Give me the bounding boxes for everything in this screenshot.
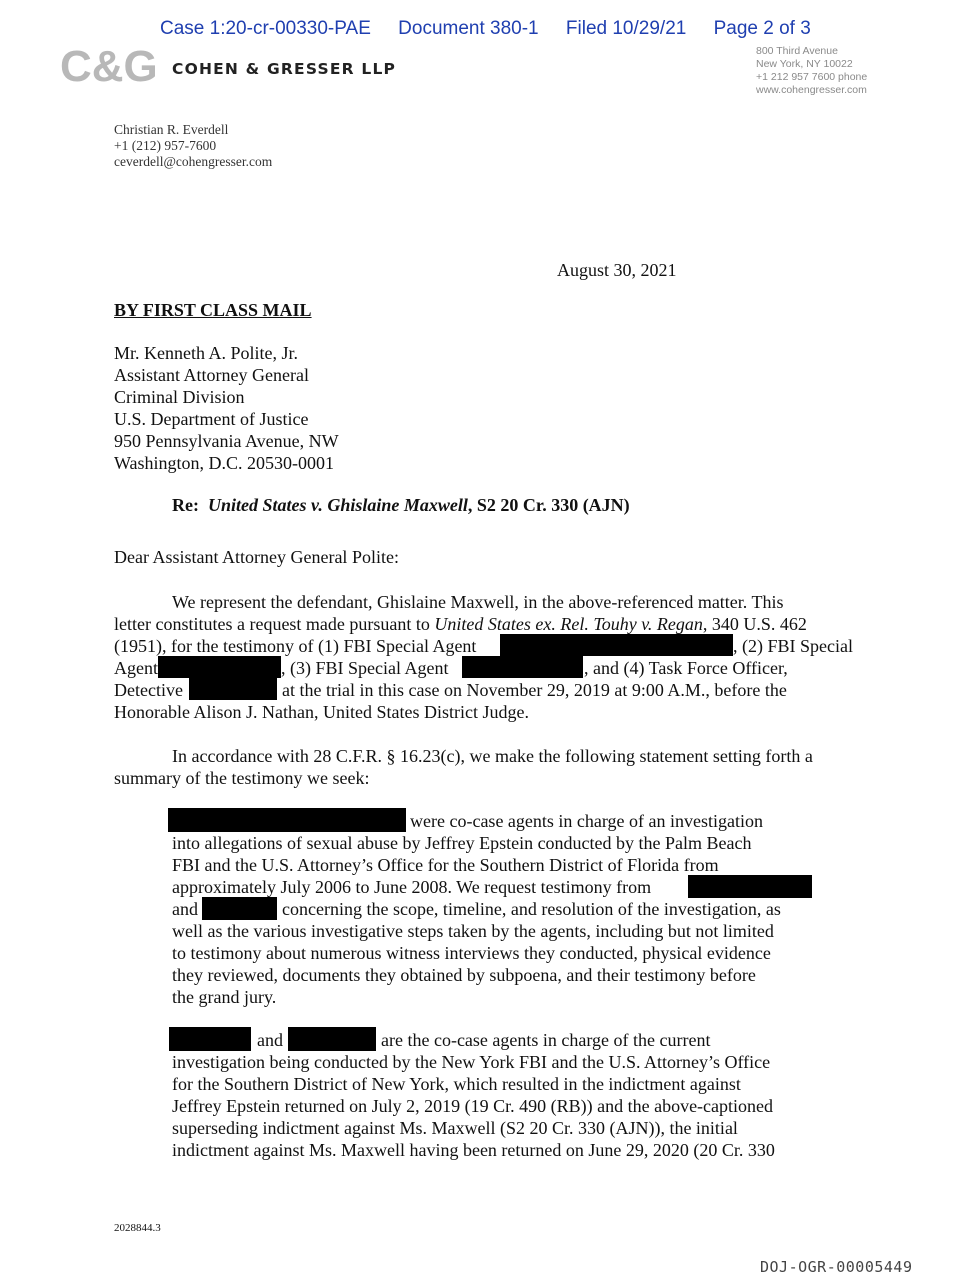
- case-citation: United States ex. Rel. Touhy v. Regan: [434, 614, 703, 634]
- firm-phone: +1 212 957 7600 phone: [756, 71, 868, 83]
- firm-address: [756, 45, 867, 97]
- firm-address-line1: 800 Third Avenue: [756, 45, 838, 57]
- text-line: , (2) FBI Special: [733, 636, 853, 656]
- recipient-line: Washington, D.C. 20530-0001: [114, 453, 335, 473]
- text-line: Agent: [114, 658, 158, 678]
- case-docket: , S2 20 Cr. 330 (AJN): [467, 495, 630, 515]
- text-line: are the co-case agents in charge of the current: [381, 1030, 711, 1050]
- recipient-line: 950 Pennsylvania Avenue, NW: [114, 431, 339, 451]
- text-line: summary of the testimony we seek:: [114, 768, 370, 788]
- text-line: well as the various investigative steps taken by the agents, including but not limited: [172, 921, 774, 941]
- page-number: Page 2 of 3: [713, 18, 811, 39]
- text-line: letter constitutes a request made pursuant to United States ex. Rel. Touhy v. Regan, 340 U.S. 462: [114, 614, 807, 634]
- text-line: FBI and the U.S. Attorney’s Office for the Southern District of Florida from: [172, 855, 719, 875]
- document-id: 2028844.3: [114, 1222, 161, 1234]
- svg-text:C&G: C&G: [60, 42, 158, 91]
- redaction-box: [202, 897, 277, 920]
- text-line: for the Southern District of New York, which resulted in the indictment against: [172, 1074, 741, 1094]
- text-line: into allegations of sexual abuse by Jeffrey Epstein conducted by the Palm Beach: [172, 833, 752, 853]
- text-line: concerning the scope, timeline, and resolution of the investigation, as: [282, 899, 781, 919]
- filed-date: Filed 10/29/21: [565, 18, 687, 39]
- text-line: approximately July 2006 to June 2008. We request testimony from: [172, 877, 652, 897]
- firm-logo-graphic: [60, 42, 158, 91]
- text-line: In accordance with 28 C.F.R. § 16.23(c), we make the following statement setting forth a: [172, 746, 813, 766]
- sender-name: Christian R. Everdell: [114, 122, 229, 137]
- case-caption: United States v. Ghislaine Maxwell: [207, 495, 468, 515]
- text-line: investigation being conducted by the New York FBI and the U.S. Attorney’s Office: [172, 1052, 771, 1072]
- text-line: superseding indictment against Ms. Maxwell (S2 20 Cr. 330 (AJN)), the initial: [172, 1118, 738, 1138]
- firm-name: COHEN & GRESSER LLP: [172, 60, 397, 78]
- salutation: Dear Assistant Attorney General Polite:: [114, 547, 399, 567]
- text-line: Jeffrey Epstein returned on July 2, 2019 (19 Cr. 490 (RB)) and the above-captioned: [172, 1096, 774, 1116]
- filing-header: [160, 18, 860, 40]
- redaction-box: [169, 1027, 251, 1051]
- text-line: Honorable Alison J. Nathan, United States District Judge.: [114, 702, 529, 722]
- text-line: they reviewed, documents they obtained by subpoena, and their testimony before: [172, 965, 756, 985]
- redaction-box: [288, 1027, 376, 1051]
- redaction-box: [688, 875, 812, 898]
- firm-logo: [60, 42, 158, 93]
- recipient-address: [114, 342, 339, 474]
- re-label: Re:: [172, 495, 199, 515]
- redaction-box: [189, 678, 277, 700]
- text-line: were co-case agents in charge of an investigation: [410, 811, 764, 831]
- firm-address-line2: New York, NY 10022: [756, 58, 853, 70]
- text-line: , (3) FBI Special Agent: [281, 658, 449, 678]
- redaction-box: [158, 656, 281, 678]
- redaction-box: [168, 808, 406, 832]
- recipient-line: Mr. Kenneth A. Polite, Jr.: [114, 343, 298, 363]
- delivery-method: BY FIRST CLASS MAIL: [114, 300, 312, 320]
- text-line: at the trial in this case on November 29, 2019 at 9:00 A.M., before the: [282, 680, 787, 700]
- letter-date: August 30, 2021: [557, 260, 677, 280]
- redaction-box: [500, 634, 733, 656]
- sender-block: [114, 122, 272, 170]
- text-line: , and (4) Task Force Officer,: [584, 658, 788, 678]
- case-number: Case 1:20-cr-00330-PAE: [160, 18, 371, 39]
- text-line: Detective: [114, 680, 183, 700]
- text-line: and: [257, 1030, 283, 1050]
- text-line: the grand jury.: [172, 987, 277, 1007]
- recipient-line: Criminal Division: [114, 387, 245, 407]
- bates-number: DOJ-OGR-00005449: [760, 1258, 913, 1276]
- text-line: (1951), for the testimony of (1) FBI Special Agent: [114, 636, 477, 656]
- subject-line: [172, 495, 630, 516]
- sender-phone: +1 (212) 957-7600: [114, 138, 217, 153]
- sender-email: ceverdell@cohengresser.com: [114, 154, 273, 169]
- text-line: to testimony about numerous witness interviews they conducted, physical evidence: [172, 943, 771, 963]
- text-line: indictment against Ms. Maxwell having been returned on June 29, 2020 (20 Cr. 330: [172, 1140, 775, 1160]
- recipient-line: Assistant Attorney General: [114, 365, 309, 385]
- recipient-line: U.S. Department of Justice: [114, 409, 309, 429]
- redaction-box: [462, 656, 583, 678]
- firm-website: www.cohengresser.com: [756, 84, 867, 96]
- text-line: and: [172, 899, 198, 919]
- document-number: Document 380-1: [398, 18, 539, 39]
- text-line: We represent the defendant, Ghislaine Maxwell, in the above-referenced matter. This: [172, 592, 784, 612]
